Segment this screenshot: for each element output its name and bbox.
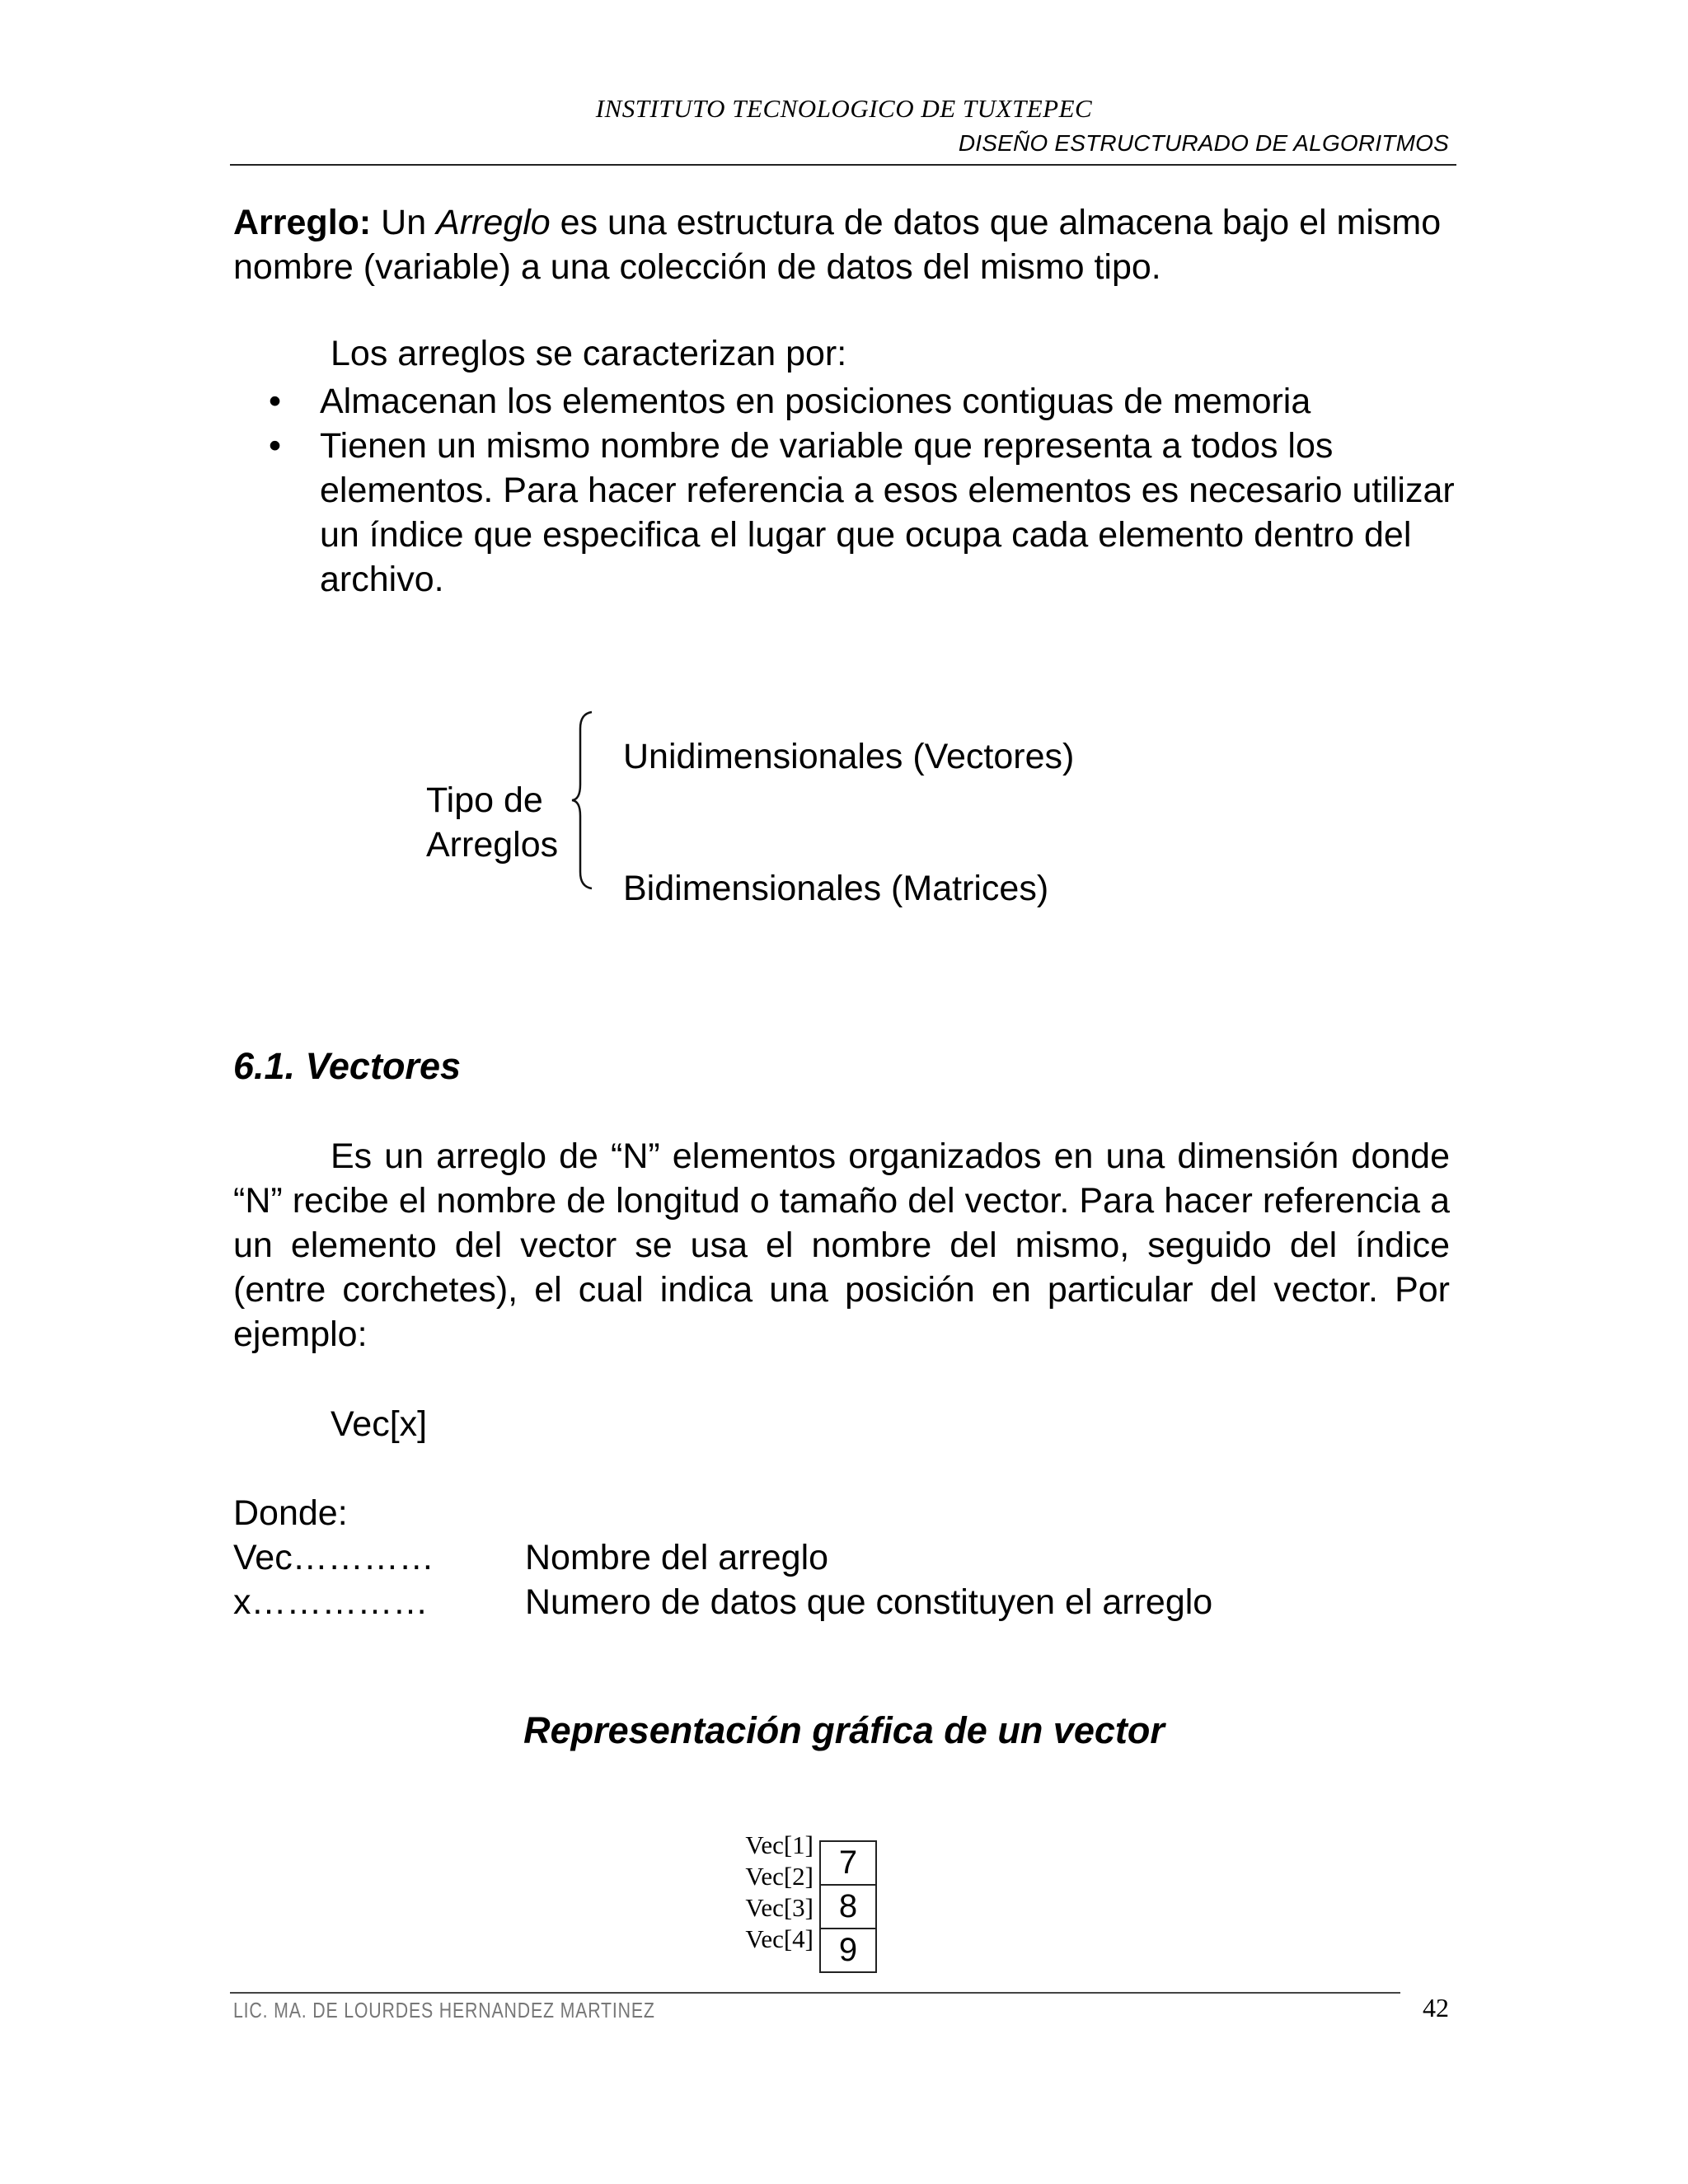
- list-item-text: Almacenan los elementos en posiciones contiguas de memoria: [320, 382, 1311, 421]
- vector-label: Vec[1]: [745, 1830, 814, 1859]
- types-label: [426, 778, 558, 867]
- types-label-line1: Tipo de: [426, 780, 543, 820]
- definition-value-x: Numero de datos que constituyen el arreglo: [525, 1582, 1213, 1622]
- vector-cell: 9: [819, 1929, 877, 1973]
- definition-key-vec: Vec…………: [233, 1538, 434, 1577]
- vector-label: Vec[4]: [745, 1924, 814, 1953]
- header-divider: [230, 164, 1456, 166]
- bullet-icon: •: [269, 426, 282, 466]
- vector-cell: 8: [819, 1886, 877, 1929]
- definition-value-vec: Nombre del arreglo: [525, 1538, 829, 1577]
- graphic-title: Representación gráfica de un vector: [523, 1709, 1165, 1751]
- vector-label: Vec[3]: [745, 1893, 814, 1922]
- footer-author: LIC. MA. DE LOURDES HERNANDEZ MARTINEZ: [233, 1998, 655, 2022]
- page-number: 42: [1423, 1993, 1449, 2022]
- types-label-line2: Arreglos: [426, 825, 559, 865]
- definition-paragraph: [233, 200, 1461, 289]
- characteristics-list: [233, 379, 1461, 602]
- list-item-text: Tienen un mismo nombre de variable que representa a todos los elementos. Para hacer referencia a esos elementos es necesario utilizar un índice que especifica el lugar que ocupa cada elemento dentro del archivo.: [320, 426, 1455, 599]
- section-paragraph: [233, 1134, 1450, 1357]
- header-course: DISEÑO ESTRUCTURADO DE ALGORITMOS: [958, 130, 1449, 156]
- list-item: [233, 379, 1461, 424]
- left-brace-icon: [567, 709, 608, 892]
- section-paragraph-text: Es un arreglo de “N” elementos organizados en una dimensión donde “N” recibe el nombre de longitud o tamaño del vector. Para hacer referencia a un elemento del vector se usa el nombre del mismo, seguido del índice (entre corchetes), el cual indica una posición en particular del vector. Por ejemplo:: [233, 1137, 1450, 1354]
- footer-divider: [230, 1992, 1400, 1994]
- type-option-unidimensional: Unidimensionales (Vectores): [623, 737, 1075, 776]
- vector-label: Vec[2]: [745, 1862, 814, 1891]
- definition-key-x: x……………: [233, 1582, 429, 1622]
- definition-text: es una estructura de datos que almacena bajo el mismo nombre (variable) a una colección de datos del mismo tipo.: [233, 203, 1442, 287]
- bullet-icon: •: [269, 382, 282, 421]
- where-label: Donde:: [233, 1493, 348, 1533]
- type-option-bidimensional: Bidimensionales (Matrices): [623, 869, 1049, 908]
- vector-cells: [819, 1840, 875, 1973]
- vector-index-labels: [736, 1830, 814, 1955]
- vector-cell: 7: [819, 1840, 877, 1886]
- definition-term-italic: Arreglo: [436, 203, 551, 242]
- definition-term: Arreglo:: [233, 203, 372, 242]
- characteristics-intro: Los arreglos se caracterizan por:: [331, 334, 847, 373]
- definition-pre: Un: [371, 203, 437, 242]
- list-item: [233, 424, 1461, 602]
- example-expression: Vec[x]: [331, 1404, 428, 1444]
- section-title: 6.1. Vectores: [233, 1045, 461, 1087]
- header-institution: INSTITUTO TECNOLOGICO DE TUXTEPEC: [595, 94, 1093, 123]
